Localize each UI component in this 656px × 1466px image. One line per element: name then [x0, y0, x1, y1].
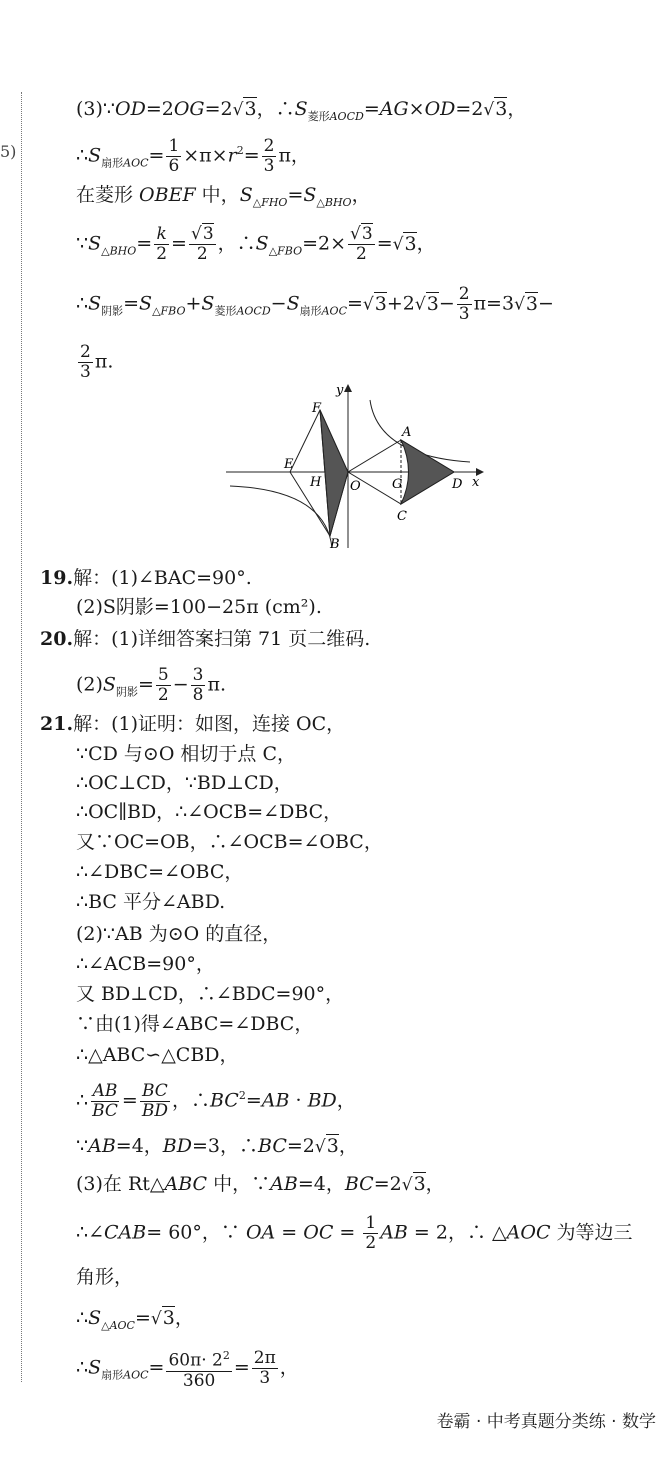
label-f: F [312, 401, 322, 416]
q21-line10: 又 BD⊥CD，∴∠BDC=90°， [76, 983, 345, 1005]
q21-part3: (3)在 Rt△ABC 中，∵AB=4，BC=2√3， [76, 1173, 445, 1195]
q19-line1 [40, 566, 252, 590]
q20-line2: $(2)S_{阴影}=$ $\frac{5}{2}$ − $\frac{3}{8}$ π. [76, 665, 226, 705]
label-e: E [284, 457, 294, 472]
q20-text1: 解：(1)详细答案扫第 71 页二维码. [73, 628, 371, 650]
label-x: x [472, 475, 480, 490]
eq-s-shaded: $\therefore S_{阴影}=S_{\triangle FBO}+S_{菱形AOCD}-S_{扇形AOC}=√3+2√3-$ $\frac{2}{3}$ π=3√3− [76, 284, 554, 324]
q19-line2: (2)S阴影=100−25π (cm²). [76, 596, 322, 618]
q21-line7: ∴BC 平分∠ABD. [76, 891, 226, 913]
q21-line6: ∴∠DBC=∠OBC， [76, 861, 244, 883]
q21-line3: ∴OC⊥CD，∵BD⊥CD， [76, 772, 293, 794]
q21-ratio: ∴ $\frac{AB}{BC}$ = $\frac{BC}{BD}$ ，$\therefore BC^2=AB$ · BD， [76, 1081, 356, 1121]
label-g: G [392, 477, 403, 492]
eq-s-bho: $\because S_{\triangle BHO}=$ $\frac{k}{2}$ = $\frac{√3}{2}$ ，$\therefore S_{\triangle FBO}=2\times$ $\frac{√3}{2}$ =√3， [76, 224, 436, 264]
q19-number: 19. [40, 567, 74, 589]
label-o: O [350, 479, 361, 494]
binding-dotted-line [21, 92, 22, 1382]
q21-line5: 又∵OC=OB，∴∠OCB=∠OBC， [76, 831, 383, 853]
eq-sector-aoc: $\therefore S_{扇形AOC}=$ $\frac{1}{6}$ $\times\pi\times r^2=$ $\frac{2}{3}$ π， [76, 136, 310, 176]
label-y: y [336, 383, 344, 398]
label-a: A [402, 425, 412, 440]
page-footer: 卷霸 · 中考真题分类练 · 数学 [436, 1412, 656, 1432]
q21-line1 [40, 712, 345, 736]
margin-fragment: 5) [0, 142, 17, 161]
label-b: B [330, 537, 340, 552]
q21-line4: ∴OC∥BD，∴∠OCB=∠DBC， [76, 801, 343, 823]
label-d: D [452, 477, 463, 492]
q21-line2: ∵CD 与⊙O 相切于点 C， [76, 743, 297, 765]
q20-line1 [40, 627, 370, 651]
eq-rhombus-obef: 在菱形 OBEF 中，$S_{\triangle FHO}=S_{\triangle BHO}$， [76, 184, 371, 209]
label-h: H [310, 475, 322, 490]
q21-line8: (2)∵AB 为⊙O 的直径， [76, 923, 282, 945]
geometry-figure [218, 378, 488, 553]
q21-bc-value: ∵AB=4，BD=3，∴BC=2√3， [76, 1135, 358, 1157]
eq-two-thirds-pi: $\frac{2}{3}$ π. [80, 342, 114, 382]
q21-sector: $\therefore S_{扇形AOC}=$ $\frac{60\pi\cdot 2^2}{360}$ = $\frac{2\pi}{3}$ ， [76, 1347, 299, 1391]
q21-text1: 解：(1)证明：如图，连接 OC， [73, 713, 346, 735]
q20-part2-label: (2) [76, 673, 103, 696]
q21-number: 21. [40, 713, 74, 735]
q21-line9: ∴∠ACB=90°， [76, 953, 215, 975]
q21-s-aoc: $\therefore S_{\triangle AOC}=√3$， [76, 1307, 194, 1332]
q21-line12: ∴△ABC∽△CBD， [76, 1044, 239, 1066]
q21-line16: 角形， [76, 1266, 134, 1288]
q19-text1: 解：(1)∠BAC=90°. [73, 567, 252, 589]
label-c: C [397, 509, 407, 524]
q21-cab-60: ∴∠CAB= 60°，∵ OA = OC = $\frac{1}{2}$ AB = 2，∴ △AOC 为等边三 [76, 1213, 633, 1253]
q21-line11: ∵由(1)得∠ABC=∠DBC， [76, 1013, 314, 1035]
eq-od-2og: (3)∵OD=2OG=2√3，$\therefore S_{菱形AOCD}=AG\times OD=2√3$， [76, 98, 527, 123]
q20-number: 20. [40, 628, 74, 650]
